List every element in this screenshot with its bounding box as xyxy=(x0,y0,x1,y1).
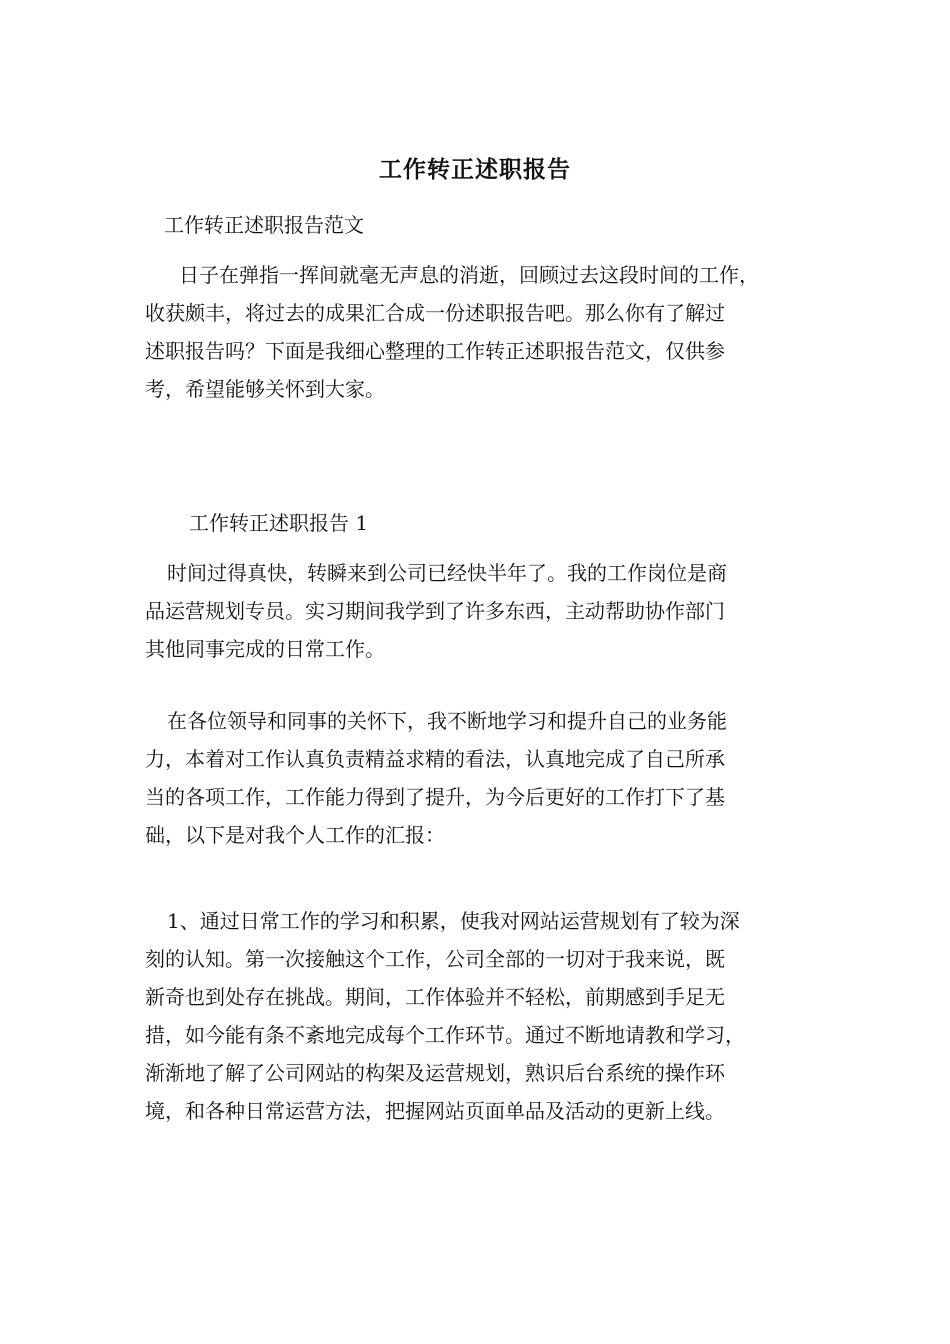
body-paragraph-2 xyxy=(145,702,825,854)
paragraph-line: 境，和各种日常运营方法，把握网站页面单品及活动的更新上线。 xyxy=(145,1099,725,1123)
paragraph-line: 收获颇丰，将过去的成果汇合成一份述职报告吧。那么你有了解过 xyxy=(145,301,725,325)
paragraph-line: 考，希望能够关怀到大家。 xyxy=(145,377,385,401)
document-subtitle: 工作转正述职报告范文 xyxy=(164,213,364,237)
body-paragraph-1 xyxy=(145,554,825,668)
paragraph-line: 新奇也到处存在挑战。期间，工作体验并不轻松，前期感到手足无 xyxy=(145,985,725,1009)
paragraph-line: 渐渐地了解了公司网站的构架及运营规划，熟识后台系统的操作环 xyxy=(145,1061,725,1085)
paragraph-line: 其他同事完成的日常工作。 xyxy=(145,637,385,661)
paragraph-line: 1、通过日常工作的学习和积累，使我对网站运营规划有了较为深 xyxy=(167,909,740,933)
paragraph-line: 在各位领导和同事的关怀下，我不断地学习和提升自己的业务能 xyxy=(167,709,727,733)
paragraph-line: 品运营规划专员。实习期间我学到了许多东西，主动帮助协作部门 xyxy=(145,599,725,623)
paragraph-line: 述职报告吗？下面是我细心整理的工作转正述职报告范文，仅供参 xyxy=(145,339,725,363)
paragraph-line: 力，本着对工作认真负责精益求精的看法，认真地完成了自己所承 xyxy=(145,747,725,771)
paragraph-line: 础，以下是对我个人工作的汇报： xyxy=(145,823,445,847)
paragraph-line: 时间过得真快，转瞬来到公司已经快半年了。我的工作岗位是商 xyxy=(167,561,727,585)
section-heading: 工作转正述职报告 1 xyxy=(189,511,369,535)
paragraph-line: 措，如今能有条不紊地完成每个工作环节。通过不断地请教和学习， xyxy=(145,1023,745,1047)
body-paragraph-3 xyxy=(145,902,825,1130)
intro-paragraph xyxy=(145,256,825,408)
paragraph-line: 日子在弹指一挥间就毫无声息的消逝，回顾过去这段时间的工作， xyxy=(179,263,759,287)
paragraph-line: 当的各项工作，工作能力得到了提升，为今后更好的工作打下了基 xyxy=(145,785,725,809)
document-title: 工作转正述职报告 xyxy=(379,156,571,183)
paragraph-line: 刻的认知。第一次接触这个工作，公司全部的一切对于我来说，既 xyxy=(145,947,725,971)
